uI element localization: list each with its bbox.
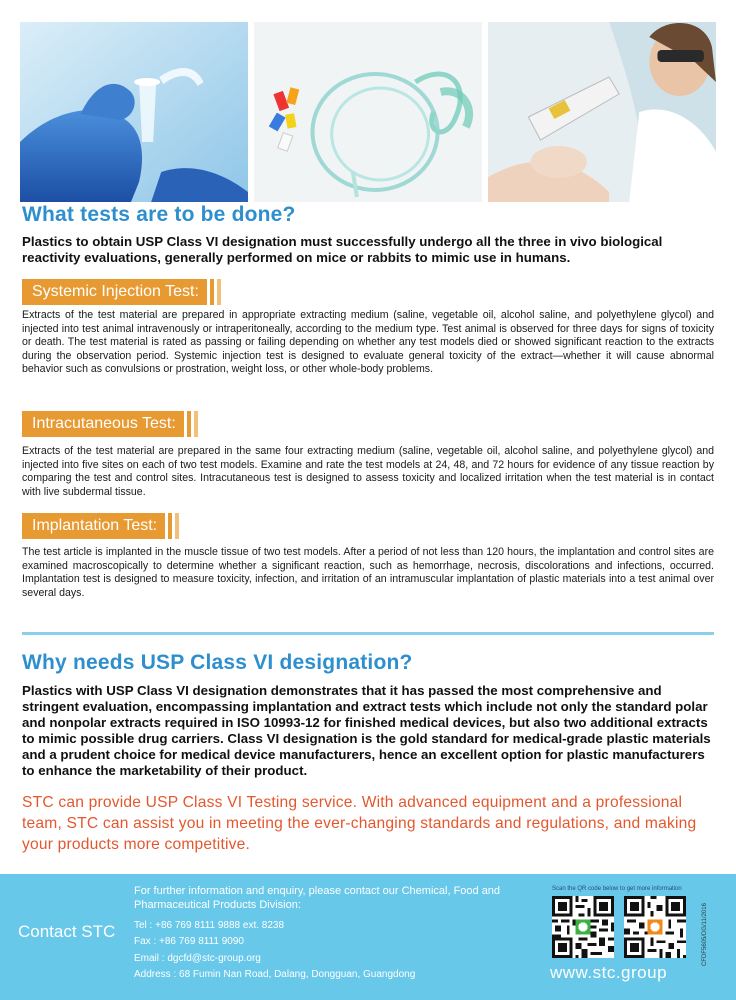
tag-stripe-icon <box>187 411 191 437</box>
tag-implantation <box>22 513 179 539</box>
contact-email[interactable]: Email : dgcfd@stc-group.org <box>134 953 261 964</box>
tag-intracutaneous <box>22 411 198 437</box>
contact-fax: Fax : +86 769 8111 9090 <box>134 936 244 947</box>
tests-intro: Plastics to obtain USP Class VI designation must successfully undergo all the three in vivo biological reactivity evaluations, generally performed on mice or rabbits to mimic use in humans. <box>22 234 663 265</box>
tag-stripe-icon <box>217 279 221 305</box>
photo-plastic-tubing <box>254 22 482 202</box>
tag-stripe-icon <box>194 411 198 437</box>
qr-caption: Scan the QR code below to get more information <box>552 886 682 892</box>
contact-title: Contact STC <box>18 922 116 941</box>
tag-systemic-injection <box>22 279 221 305</box>
enquiry-text: For further information and enquiry, please contact our Chemical, Food and Pharmaceutical Products Division: <box>134 885 501 911</box>
section-heading-why: Why needs USP Class VI designation? <box>22 651 413 674</box>
tag-stripe-icon <box>168 513 172 539</box>
photo-laser-treatment <box>488 22 716 202</box>
contact-tel: Tel : +86 769 8111 9888 ext. 8238 <box>134 920 285 931</box>
document-code: CFDF5605/DG/11/2016 <box>702 903 708 966</box>
why-body: Plastics with USP Class VI designation demonstrates that it has passed the most comprehensive and stringent evaluation, encompassing implantation and extract tests which include not only the standard polar and nonpolar extracts required in ISO 10993-12 for finished medical devices, but also two additional extracts to mimic possible drug carriers. Class VI designation is the gold standard for medical-grade plastic materials and a prudent choice for medical device manufacturers, hence an excellent option for plastic manufacturers to enhance the marketability of their product. <box>22 683 711 778</box>
implantation-text: The test article is implanted in the muscle tissue of two test models. After a period of not less than 120 hours, the implantation and control sites are examined macroscopically to determine whether a significant reaction, such as hemorrhage, necrosis, discolorations and infections, occurred. Implantation test is designed to measure toxicity, infection, and irritation of an intramuscular implantation of plastic materials into a test animal over several days. <box>22 546 714 599</box>
section-divider <box>22 632 714 635</box>
tag-stripe-icon <box>210 279 214 305</box>
website-link[interactable]: www.stc.group <box>550 963 668 982</box>
tag-label: Intracutaneous Test: <box>22 411 184 437</box>
tag-label: Implantation Test: <box>22 513 165 539</box>
section-heading-tests: What tests are to be done? <box>22 203 296 226</box>
intracutaneous-text: Extracts of the test material are prepared in the same four extracting medium (saline, vegetable oil, alcohol saline, and polyethylene glycol) and injected into five sites on each of two test models. Examine and rate the test models at 24, 48, and 72 hours for evidence of any tissue reaction by comparing the test and control sites. Intracutaneous test is designed to assess toxicity and localized irritation when the test material is in contact with live subdermal tissue. <box>22 445 714 498</box>
header-photo-strip <box>20 22 716 202</box>
contact-address: Address : 68 Fumin Nan Road, Dalang, Dongguan, Guangdong <box>134 969 416 980</box>
website-qr-code-icon[interactable] <box>624 896 686 958</box>
contact-footer <box>0 874 736 1000</box>
tag-label: Systemic Injection Test: <box>22 279 207 305</box>
wechat-qr-code-icon[interactable] <box>552 896 614 958</box>
systemic-injection-text: Extracts of the test material are prepared in appropriate extracting medium (saline, vegetable oil, alcohol saline, and polyethylene glycol) and injected into test animal intravenously or intraperitoneally, according to the medium type. Test animal is observed for three days for signs of toxicity or death. The test material is rated as passing or failing depending on whether any test models died or showed significant reaction to the extracts during the observation period. Systemic injection test is designed to evaluate general toxicity of the extract—whether it will cause abnormal behavior such as convulsions or prostration, weight loss, or other whole-body problems. <box>22 309 714 375</box>
tag-stripe-icon <box>175 513 179 539</box>
photo-gloved-hand-with-tube <box>20 22 248 202</box>
stc-service-callout: STC can provide USP Class VI Testing service. With advanced equipment and a professional team, STC can assist you in meeting the ever-changing standards and regulations, and making your products more competitive. <box>22 794 697 853</box>
